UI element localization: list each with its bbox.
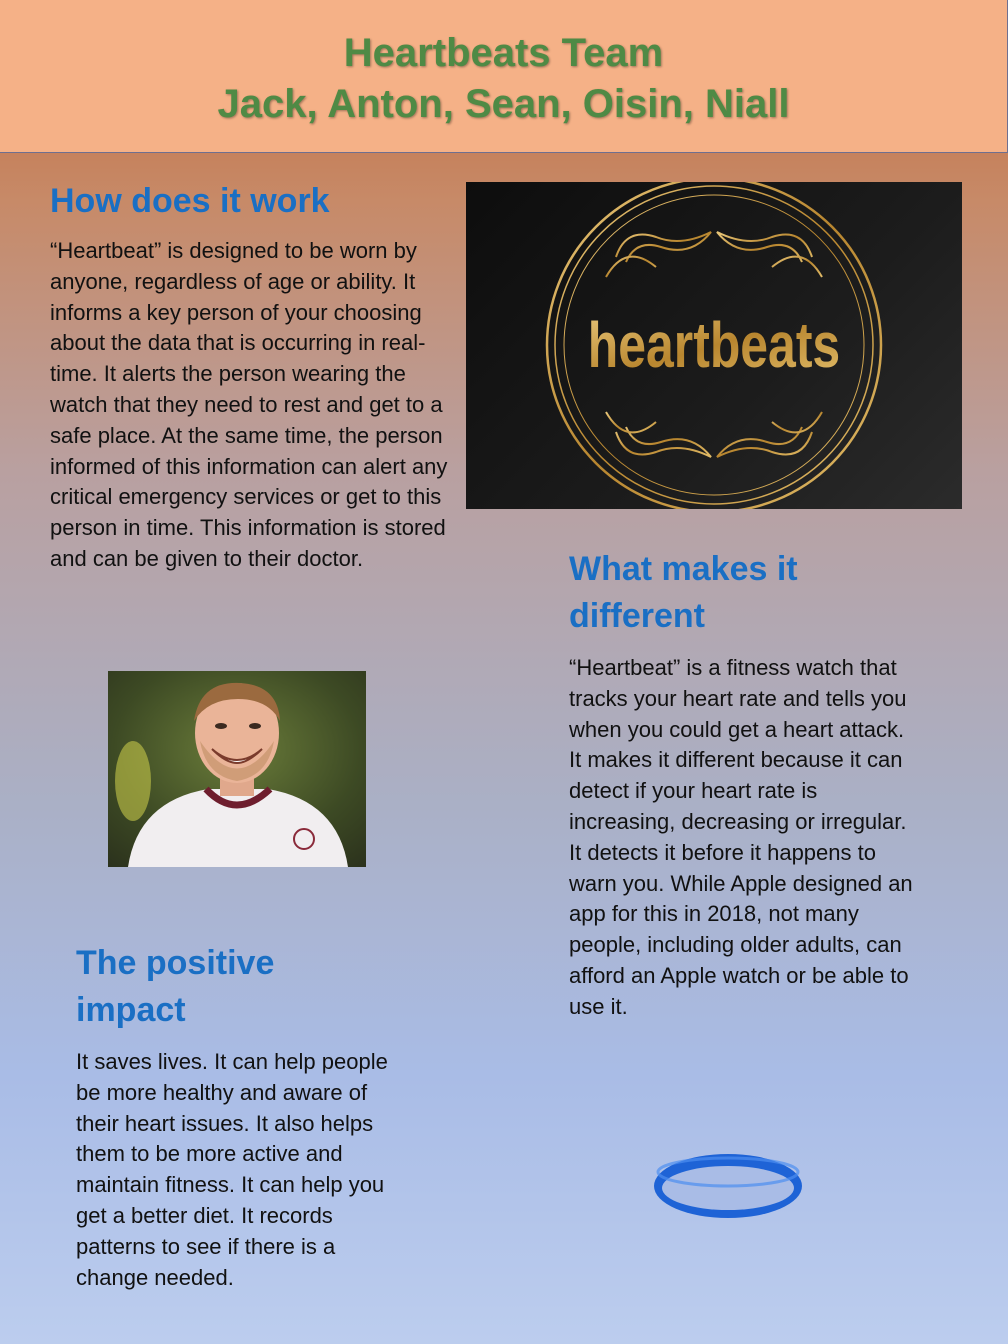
header-banner: [0, 0, 1008, 153]
blue-wristband-icon: [648, 1146, 808, 1226]
team-members: Jack, Anton, Sean, Oisin, Niall: [217, 82, 790, 126]
logo-ornament-icon: [466, 182, 962, 509]
how-it-works-body: “Heartbeat” is designed to be worn by anyone, regardless of age or ability. It informs a key person of your choosing about the data that is occurring in real-time. It alerts the person wearing the watch that they need to rest and get to a safe place. At the same time, the person informed of this information can alert any critical emergency services or get to this person in time. This information is stored and can be given to their doctor.: [50, 238, 448, 571]
positive-impact-body: It saves lives. It can help people be more healthy and aware of their heart issues. It also helps them to be more active and maintain fitness. It can help you get a better diet. It records patterns to see if there is a change needed.: [76, 1049, 388, 1290]
player-photo: [108, 671, 366, 867]
logo-text: heartbeats: [587, 310, 841, 382]
positive-impact-heading: The positive impact: [76, 944, 275, 1029]
what-makes-different-body: “Heartbeat” is a fitness watch that tracks your heart rate and tells you when you could get a heart attack. It makes it different because it can detect if your heart rate is increasing, decreasing or irregular. It detects it before it happens to warn you. While Apple designed an app for this in 2018, not many people, including older adults, can afford an Apple watch or be able to use it.: [569, 655, 913, 1019]
how-it-works-heading: How does it work: [50, 182, 330, 220]
heartbeats-logo: [466, 182, 962, 509]
team-title: Heartbeats Team: [343, 31, 664, 75]
smiling-player-icon: [108, 671, 366, 867]
wristband-image: [648, 1146, 808, 1226]
what-makes-different-heading: What makes it different: [569, 550, 798, 635]
